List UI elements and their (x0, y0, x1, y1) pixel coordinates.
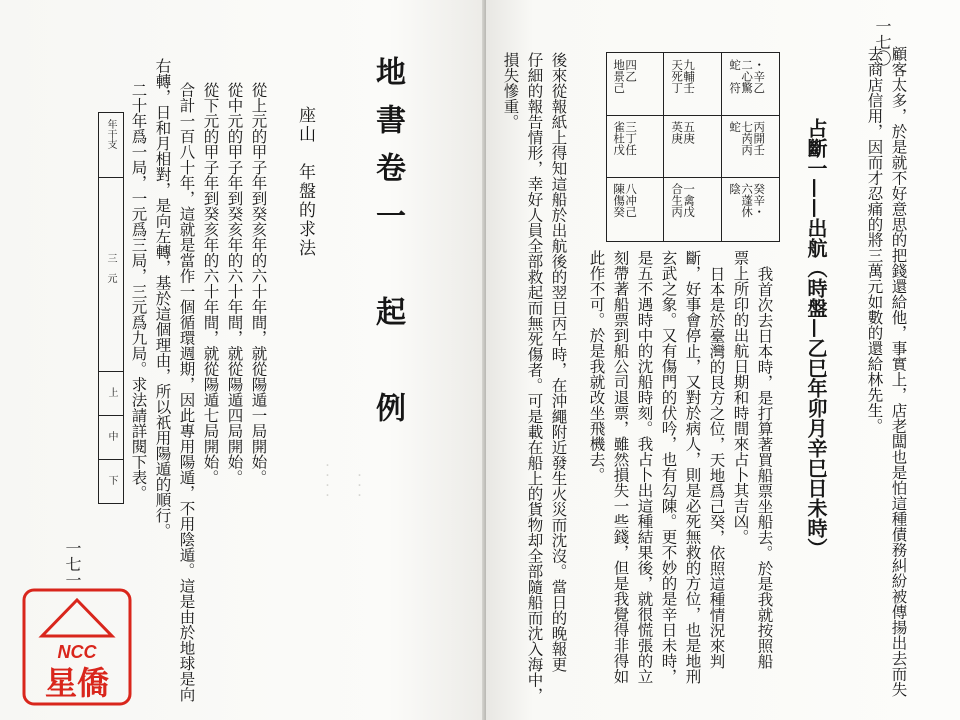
table-column-header: 年干支 (105, 119, 116, 149)
lookup-table (98, 112, 124, 504)
palace-2-2: 五庚 英庚 (670, 121, 697, 144)
case-line-5: 玄武之象。又有傷門的伏吟，也有勾陳。更不妙的是辛日未時， (659, 250, 678, 684)
right-page (486, 0, 960, 720)
palace-1-1: ・辛乙 二心驚 蛇 符 (728, 59, 767, 94)
paragraph-3: 從下元的甲子年到癸亥年的六十年間，就從陽遁七局開始。 (201, 82, 220, 485)
bleed-through: ・・・・ (320, 460, 331, 500)
palace-1-3: 四乙 地景己 (612, 59, 639, 94)
case-line-2: 票上所印的出航日期和時間來占卜其吉凶。 (731, 250, 750, 545)
palace-2-1: 丙開壬 七芮丙 蛇 (728, 121, 767, 156)
paragraph-6: 二十年爲一局，一元爲三局，三元爲九局。求法請詳閱下表。 (129, 82, 148, 501)
paragraph-4: 合計一百八十年，這就是當作一個循環週期，因此專用陽遁，不用陰遁。這是由於地球是向 (177, 82, 196, 702)
palace-3-3: 八冲己 陳傷癸 (612, 183, 639, 218)
case-line-4: 斷，好事會停止，又對於病人，則是必死無救的方位，也是地刑 (683, 250, 702, 684)
qimen-chart (606, 52, 780, 242)
case-line-8: 此作不可。於是我就改坐飛機去。 (587, 250, 606, 483)
paragraph-2: 從中元的甲子年到癸亥年的六十年間，就從陽遁四局開始。 (225, 82, 244, 485)
case-line-6: 是五不遇時中的沈船時刻。我占卜出這種結果後，就很慌張的立 (635, 250, 654, 684)
palace-1-2: 九輔壬 天死丁 (670, 59, 697, 94)
table-cell-middle: 中 (106, 431, 117, 441)
intro-line-2: 去商店信用，因而才忍痛的將三萬元如數的還給林先生。 (865, 46, 884, 434)
case-line-1: 我首次去日本時，是打算著買船票坐船去。於是我就按照船 (755, 266, 774, 669)
intro-line-1: 顧客太多，於是就不好意思的把錢還給他，事實上，店老闆也是怕這種債務糾紛被傳揚出去而失 (889, 46, 908, 697)
table-cell-lower: 下 (106, 475, 117, 485)
case-heading: 占斷一——出航（時盤—乙巳年卯月辛巳日未時） (804, 118, 828, 558)
ncc-stamp-logo (22, 588, 132, 706)
section-subheading: 座山 年盤的求法 (295, 106, 315, 258)
stamp-chinese: 星僑 (44, 664, 110, 702)
table-cell-upper: 上 (106, 387, 117, 397)
case-line-7: 刻帶著船票到船公司退票，雖然損失一些錢，但是我覺得非得如 (611, 250, 630, 684)
paragraph-5: 右轉，日和月相對，是向左轉，基於這個理由，所以祇用陽遁的順行。 (153, 58, 172, 539)
table-yuan-label: 三 元 (105, 253, 116, 283)
page-number-left: 一七一 (63, 540, 82, 588)
paragraph-1: 從上元的甲子年到癸亥年的六十年間，就從陽遁一局開始。 (249, 82, 268, 485)
case-line-11: 損失慘重。 (501, 52, 520, 130)
case-line-9: 後來從報紙上得知這船於出航後的翌日丙午時，在沖繩附近發生火災而沈沒。當日的晚報更 (549, 52, 568, 672)
palace-3-2: 一禽戊 合生丙 (670, 183, 697, 218)
case-line-3: 日本是於臺灣的艮方之位，天地爲己癸，依照這種情況來判 (707, 266, 726, 669)
page-number-right: 一七〇 (873, 18, 892, 66)
palace-2-3: 三丁任 雀杜戊 (612, 121, 639, 156)
stamp-latin: NCC (57, 642, 97, 662)
bleed-through: ・・・ (352, 470, 363, 500)
chapter-heading: 地書卷一 起 例 (370, 56, 405, 440)
palace-3-1: 癸辛・ 六蓬休 陰 (728, 183, 767, 218)
case-line-10: 仔細的報告情形，幸好人員全部救起而無死傷者。可是載在船上的貨物却全部隨船而沈入海中， (525, 52, 544, 703)
